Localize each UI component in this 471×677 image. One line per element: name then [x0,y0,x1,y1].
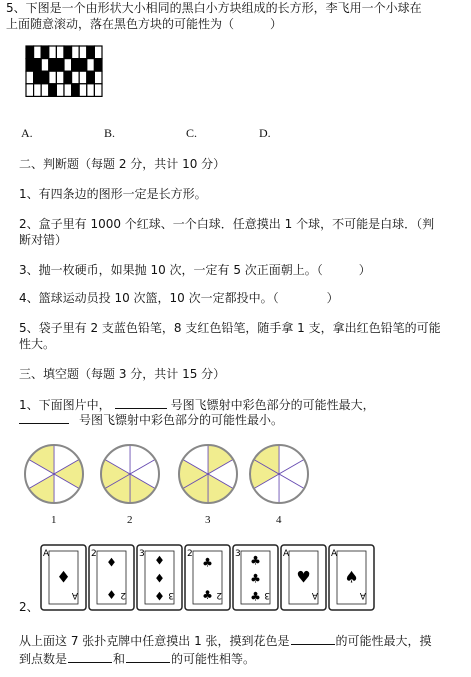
dartboard-label: 1 [51,514,57,526]
fill2-text-b: 的可能性最大，摸 [335,634,432,648]
black-white-grid [25,45,104,99]
card-suit-pip: ♣ [202,587,213,602]
grid-cell [34,84,42,97]
grid-cell [79,46,87,59]
grid-cell [87,71,95,84]
card-rank: A [43,549,50,559]
card-suit-pip: ♦ [106,587,117,602]
dartboard-1 [25,445,83,526]
judge-item-5-cont: 性大。 [19,337,56,351]
option-d: D. [259,126,271,140]
dartboard-label: 4 [276,514,282,526]
playing-cards [40,544,380,612]
option-b: B. [104,126,116,140]
answer-blank-max[interactable] [115,396,167,409]
grid-cell [72,46,80,59]
card-suit-pip: ♥ [296,567,311,587]
playing-card [329,545,374,610]
answer-blank-rank2[interactable] [126,650,170,663]
grid-cell [87,84,95,97]
card-rank: 3 [235,549,241,559]
card-rank: A [331,549,338,559]
grid-cell [41,59,49,72]
judge-item-3: 3、抛一枚硬币，如果抛 10 次，一定有 5 次正面朝上。（ ） [19,263,371,277]
grid-cell [94,84,102,97]
fill2-label: 2、 [19,600,39,614]
grid-cell [26,84,34,97]
fill1-line2 [19,411,283,429]
option-c: C. [186,126,198,140]
card-suit-pip: ♦ [106,555,117,570]
card-suit-pip: ♦ [154,589,165,604]
grid-cell [64,71,72,84]
fill1-min-text: 号图飞镖射中彩色部分的可能性最小。 [79,413,284,427]
grid-cell [87,59,95,72]
grid-cell [94,59,102,72]
card-suit-pip: ♦ [154,553,165,568]
dartboard-figures [0,440,471,530]
grid-cell [64,46,72,59]
grid-cell [94,71,102,84]
answer-blank-min[interactable] [19,411,69,424]
card-rank: 2 [91,549,97,559]
playing-card [41,545,86,610]
card-suit-pip: ♣ [202,555,213,570]
dartboard-label: 2 [127,514,133,526]
card-rank: 2 [187,549,193,559]
card-suit-pip: ♣ [250,589,261,604]
dartboard-4 [250,445,308,526]
grid-cell [49,71,57,84]
option-a: A. [21,126,33,140]
grid-cell [79,71,87,84]
judge-item-4: 4、篮球运动员投 10 次篮，10 次一定都投中。（ ） [19,291,339,305]
grid-cell [64,84,72,97]
fill2-line2 [19,650,255,668]
judge-item-2: 2、盒子里有 1000 个红球、一个白球．任意摸出 1 个球，不可能是白球．（判 [19,217,435,231]
grid-cell [79,84,87,97]
grid-cell [34,71,42,84]
card-rank: A [311,590,318,600]
dartboard-2 [101,445,159,526]
judge-item-2-cont: 断对错） [19,233,68,247]
grid-cell [79,59,87,72]
card-rank: 2 [216,590,222,600]
card-suit-pip: ♦ [56,567,71,587]
playing-card [137,545,182,610]
grid-cell [34,59,42,72]
grid-cell [26,71,34,84]
section3-title: 三、填空题（每题 3 分，共计 15 分） [19,367,226,381]
fill2-text-e: 的可能性相等。 [171,652,256,666]
grid-cell [87,46,95,59]
dartboard-3 [179,445,237,526]
card-rank: 2 [120,590,126,600]
fill2-line1 [19,632,432,650]
fill2-text-d: 和 [113,652,126,666]
playing-card [89,545,134,610]
section2-title: 二、判断题（每题 2 分，共计 10 分） [19,157,226,171]
grid-cell [56,71,64,84]
grid-cell [49,46,57,59]
card-suit-pip: ♠ [344,567,359,587]
judge-item-1: 1、有四条边的图形一定是长方形。 [19,187,207,201]
fill1-prefix: 1、下面图片中， [19,398,111,412]
grid-cell [56,59,64,72]
judge-item-5: 5、袋子里有 2 支蓝色铅笔，8 支红色铅笔，随手拿 1 支，拿出红色铅笔的可能 [19,321,441,335]
grid-cell [26,46,34,59]
grid-cell [41,71,49,84]
playing-card [281,545,326,610]
grid-cell [64,59,72,72]
grid-cell [26,59,34,72]
grid-cell [56,84,64,97]
card-suit-pip: ♦ [154,571,165,586]
fill2-text-a: 从上面这 7 张扑克牌中任意摸出 1 张，摸到花色是 [19,634,290,648]
grid-cell [72,71,80,84]
card-rank: A [359,590,366,600]
card-rank: 3 [168,590,174,600]
grid-cell [72,84,80,97]
grid-cell [94,46,102,59]
grid-cell [56,46,64,59]
q5-stem-line2: 上面随意滚动，落在黑色方块的可能性为（ ） [6,17,283,31]
q5-stem-line1: 5、下图是一个由形状大小相同的黑白小方块组成的长方形，李飞用一个小球在 [6,1,422,15]
playing-card [233,545,278,610]
grid-cell [49,59,57,72]
card-rank: A [283,549,290,559]
card-rank: A [71,590,78,600]
grid-cell [34,46,42,59]
dartboard-label: 3 [205,514,211,526]
grid-cell [72,59,80,72]
playing-card [185,545,230,610]
grid-cell [49,84,57,97]
card-suit-pip: ♣ [250,553,261,568]
card-rank: 3 [264,590,270,600]
grid-cell [41,46,49,59]
card-rank: 3 [139,549,145,559]
answer-blank-rank1[interactable] [68,650,112,663]
fill1-max-text: 号图飞镖射中彩色部分的可能性最大， [170,398,375,412]
answer-blank-suit[interactable] [291,632,335,645]
card-suit-pip: ♣ [250,571,261,586]
fill2-text-c: 到点数是 [19,652,68,666]
grid-cell [41,84,49,97]
